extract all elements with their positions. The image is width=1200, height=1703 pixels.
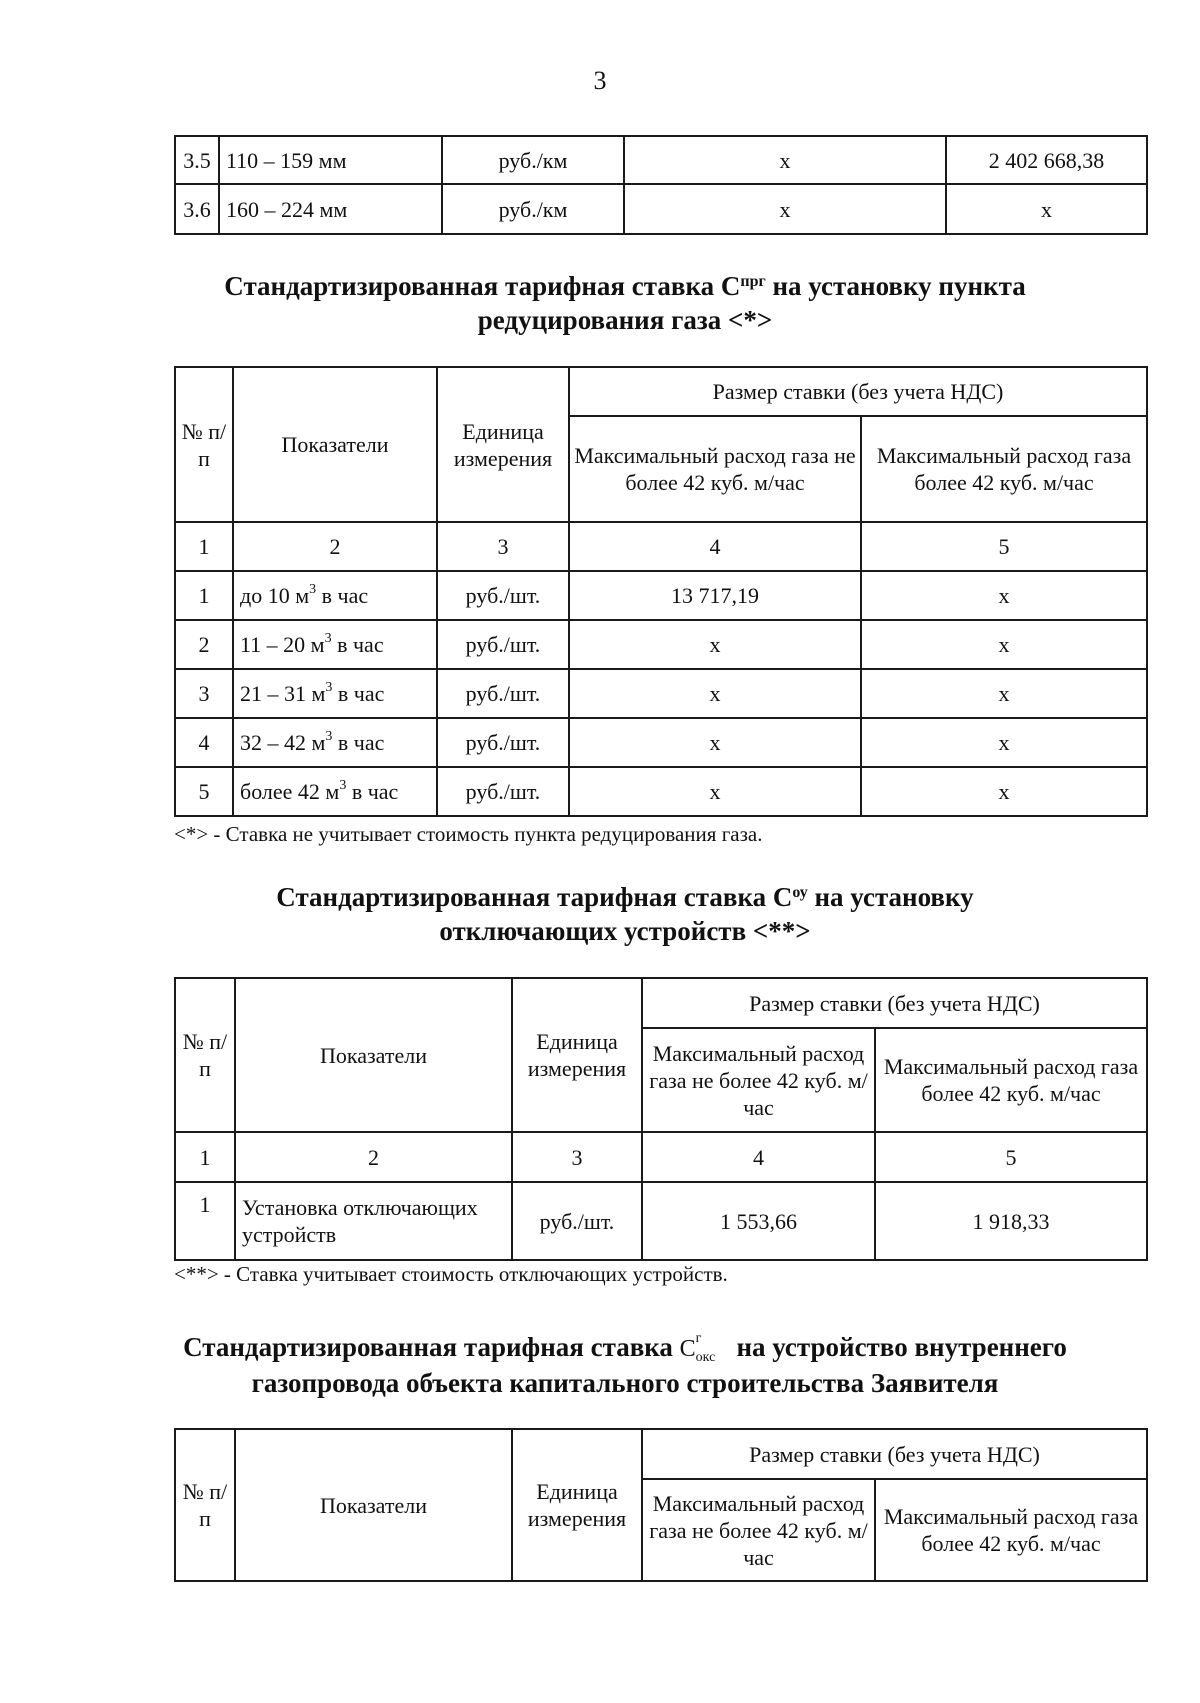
indicator-text: 21 – 31 м [240, 681, 326, 706]
table-row [175, 718, 1147, 767]
colnum: 2 [233, 522, 437, 571]
indicator-text: 32 – 42 м [240, 730, 326, 755]
row-number: 3 [175, 669, 233, 718]
colnum: 1 [175, 522, 233, 571]
header-col5: Максимальный расход газа более 42 куб. м/час [875, 1479, 1147, 1581]
rate-symbol [679, 1331, 716, 1366]
section2-title-text: Стандартизированная тарифная ставка С [276, 882, 793, 912]
table-row [175, 184, 1147, 234]
section2-footnote: <**> - Ставка учитывает стоимость отключающих устройств. [174, 1262, 728, 1286]
header-unit: Единица измерения [512, 978, 642, 1132]
indicator [233, 571, 437, 620]
indicator-text-end: в час [332, 681, 385, 706]
section1-title-line2: редуцирования газа <*> [477, 305, 773, 335]
table-pressure-reduction [174, 366, 1148, 817]
unit: руб./шт. [437, 620, 569, 669]
value-col5: 2 402 668,38 [946, 136, 1147, 184]
value-col4: х [569, 620, 861, 669]
indicator [233, 718, 437, 767]
header-col4: Максимальный расход газа не более 42 куб. м/час [569, 416, 861, 522]
value-col4: 13 717,19 [569, 571, 861, 620]
value-col4: х [569, 767, 861, 816]
value-col5: х [861, 669, 1147, 718]
header-indicators: Показатели [235, 1429, 512, 1581]
section2-title [150, 880, 1100, 948]
value-col4: х [624, 136, 946, 184]
section1-title-text-end: на установку пункта [765, 271, 1026, 301]
section1-title [150, 269, 1100, 337]
colnum: 2 [235, 1132, 512, 1182]
value-col5: х [946, 184, 1147, 234]
unit: руб./шт. [437, 767, 569, 816]
section3-title [150, 1330, 1100, 1400]
table-pipeline-rates [174, 135, 1148, 235]
unit: руб./шт. [437, 718, 569, 767]
symbol-base: С [679, 1336, 696, 1362]
indicator [233, 620, 437, 669]
value-col4: х [569, 718, 861, 767]
indicator-text: до 10 м [240, 583, 310, 608]
section2-title-line2: отключающих устройств <**> [439, 916, 811, 946]
indicator: Установка отключающих устройств [235, 1182, 512, 1260]
indicator [233, 669, 437, 718]
unit: руб./шт. [512, 1182, 642, 1260]
superscript: 3 [339, 777, 347, 793]
section3-title-line2: газопровода объекта капитального строительства Заявителя [251, 1368, 999, 1398]
diameter-range: 110 – 159 мм [219, 136, 442, 184]
page-number: 3 [593, 66, 607, 95]
section2-title-superscript: оу [792, 884, 808, 901]
section1-footnote: <*> - Ставка не учитывает стоимость пункта редуцирования газа. [174, 822, 763, 846]
table-row [175, 1182, 1147, 1260]
header-rate: Размер ставки (без учета НДС) [642, 978, 1147, 1028]
value-col5: х [861, 767, 1147, 816]
symbol-superscript: г [695, 1331, 702, 1346]
superscript: 3 [325, 728, 333, 744]
unit: руб./шт. [437, 571, 569, 620]
indicator-text: 11 – 20 м [240, 632, 325, 657]
colnum: 3 [512, 1132, 642, 1182]
header-rate: Размер ставки (без учета НДС) [569, 367, 1147, 416]
section3-title-text-end: на устройство внутреннего [729, 1332, 1067, 1362]
row-number: 1 [175, 571, 233, 620]
section1-title-superscript: прг [740, 273, 766, 290]
section3-title-text: Стандартизированная тарифная ставка [183, 1332, 680, 1362]
section2-title-text-end: на установку [807, 882, 974, 912]
colnum: 3 [437, 522, 569, 571]
value-col4: х [569, 669, 861, 718]
row-number: 5 [175, 767, 233, 816]
header-num: № п/п [175, 367, 233, 522]
column-numbers-row [175, 522, 1147, 571]
colnum: 5 [875, 1132, 1147, 1182]
unit: руб./шт. [437, 669, 569, 718]
superscript: 3 [325, 679, 333, 695]
header-indicators: Показатели [235, 978, 512, 1132]
value-col5: х [861, 571, 1147, 620]
row-number: 1 [175, 1182, 235, 1260]
symbol-subscript: окс [695, 1350, 716, 1365]
table-row [175, 136, 1147, 184]
table-row [175, 767, 1147, 816]
indicator-text-end: в час [331, 632, 384, 657]
unit: руб./км [442, 184, 624, 234]
row-number: 3.5 [175, 136, 219, 184]
value-col5: х [861, 620, 1147, 669]
indicator-text-end: в час [316, 583, 369, 608]
table-shutoff-devices [174, 977, 1148, 1261]
table-row [175, 669, 1147, 718]
table-row [175, 571, 1147, 620]
indicator-text-end: в час [346, 779, 399, 804]
diameter-range: 160 – 224 мм [219, 184, 442, 234]
superscript: 3 [324, 630, 332, 646]
header-col5: Максимальный расход газа более 42 куб. м/час [861, 416, 1147, 522]
header-unit: Единица измерения [512, 1429, 642, 1581]
unit: руб./км [442, 136, 624, 184]
header-rate: Размер ставки (без учета НДС) [642, 1429, 1147, 1479]
header-col4: Максимальный расход газа не более 42 куб. м/час [642, 1479, 875, 1581]
row-number: 4 [175, 718, 233, 767]
column-numbers-row [175, 1132, 1147, 1182]
superscript: 3 [309, 581, 317, 597]
colnum: 4 [642, 1132, 875, 1182]
value-col5: х [861, 718, 1147, 767]
row-number: 3.6 [175, 184, 219, 234]
indicator [233, 767, 437, 816]
value-col5: 1 918,33 [875, 1182, 1147, 1260]
header-unit: Единица измерения [437, 367, 569, 522]
table-row [175, 620, 1147, 669]
row-number: 2 [175, 620, 233, 669]
colnum: 5 [861, 522, 1147, 571]
header-col4: Максимальный расход газа не более 42 куб. м/час [642, 1028, 875, 1132]
header-num: № п/п [175, 1429, 235, 1581]
colnum: 4 [569, 522, 861, 571]
indicator-text-end: в час [332, 730, 385, 755]
colnum: 1 [175, 1132, 235, 1182]
header-col5: Максимальный расход газа более 42 куб. м/час [875, 1028, 1147, 1132]
section1-title-text: Стандартизированная тарифная ставка С [224, 271, 741, 301]
value-col4: х [624, 184, 946, 234]
header-indicators: Показатели [233, 367, 437, 522]
value-col4: 1 553,66 [642, 1182, 875, 1260]
header-num: № п/п [175, 978, 235, 1132]
indicator-text: более 42 м [240, 779, 340, 804]
table-internal-pipeline [174, 1428, 1148, 1582]
